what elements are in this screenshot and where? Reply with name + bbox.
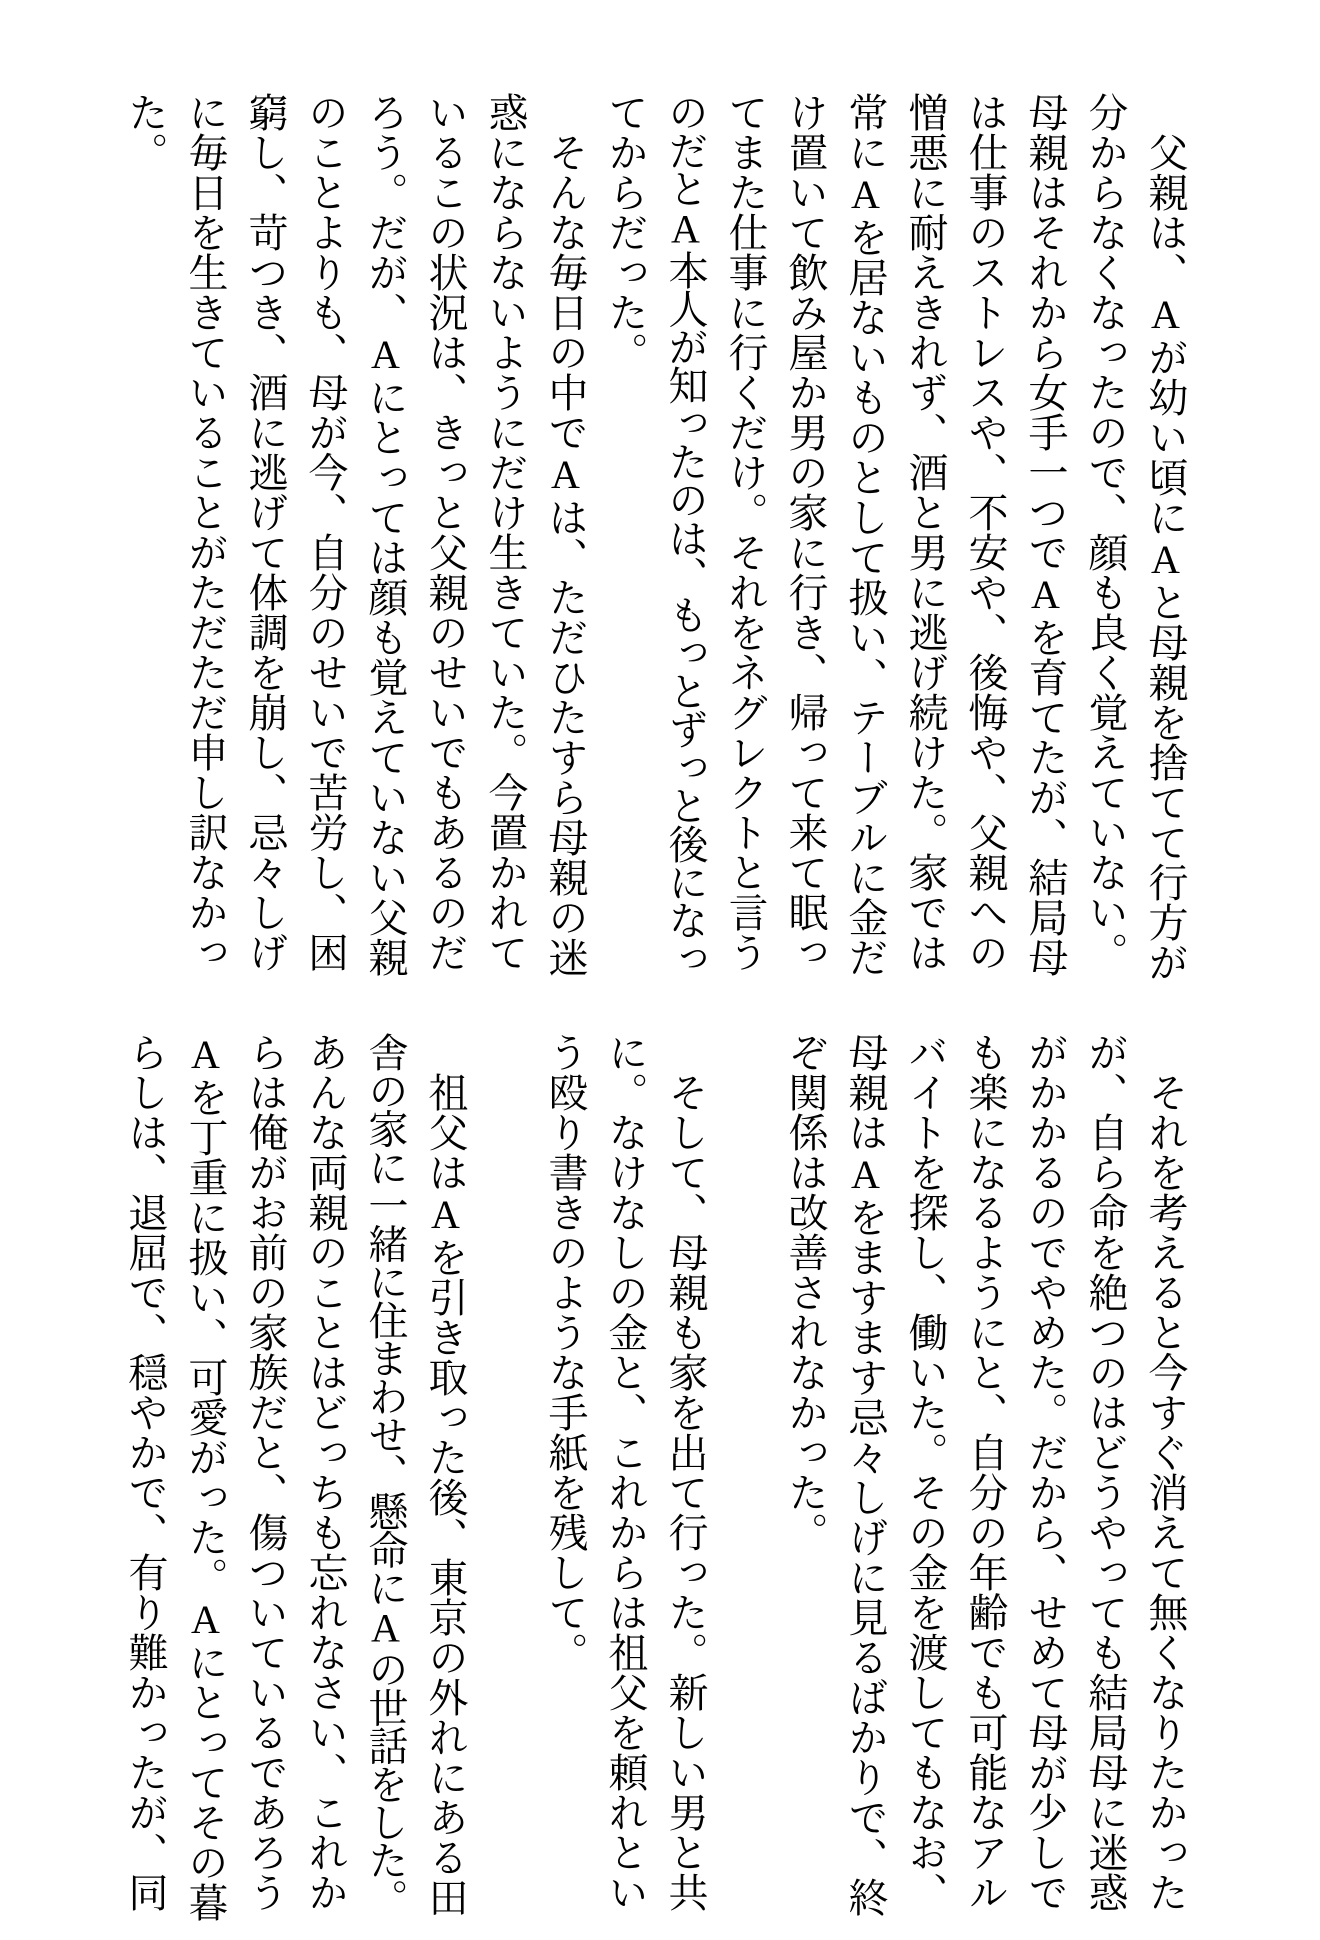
text-line: Aを丁重に扱い、可愛がった。Aにとってその暮 [183, 1032, 228, 1922]
text-line: う殴り書きのような手紙を残して。 [543, 1032, 588, 1672]
text-line: それを考えると今すぐ消えて無くなりたかった [1143, 1032, 1188, 1912]
text-line: 分からなくなったので、顔も良く覚えていない。 [1083, 92, 1128, 972]
text-line: は仕事のストレスや、不安や、後悔や、父親への [963, 92, 1008, 972]
text-line: も楽になるようにと、自分の年齢でも可能なアル [963, 1032, 1008, 1912]
text-block-upper [115, 92, 1195, 982]
text-line: あんな両親のことはどっちも忘れなさい、これか [303, 1032, 348, 1912]
text-line: そんな毎日の中でAは、ただひたすら母親の迷 [543, 92, 588, 977]
text-line: に毎日を生きていることがただただ申し訳なかっ [183, 92, 228, 972]
text-line: け置いて飲み屋か男の家に行き、帰って来て眠っ [783, 92, 828, 972]
text-line: 常にAを居ないものとして扱い、テーブルに金だ [843, 92, 888, 977]
text-line: バイトを探し、働いた。その金を渡してもなお、 [903, 1032, 948, 1912]
text-line: 舎の家に一緒に住まわせ、懸命にAの世話をした。 [363, 1032, 408, 1917]
text-line: 父親は、Aが幼い頃にAと母親を捨てて行方が [1143, 92, 1188, 982]
text-line: そして、母親も家を出て行った。新しい男と共 [663, 1032, 708, 1912]
text-line: ぞ関係は改善されなかった。 [783, 1032, 828, 1552]
text-line: いるこの状況は、きっと父親のせいでもあるのだ [423, 92, 468, 972]
text-line: らしは、退屈で、穏やかで、有り難かったが、同 [123, 1032, 168, 1912]
text-line: が、自ら命を絶つのはどうやっても結局母に迷惑 [1083, 1032, 1128, 1912]
text-line: 母親はAをますます忌々しげに見るばかりで、終 [843, 1032, 888, 1917]
text-line: に。なけなしの金と、これからは祖父を頼れとい [603, 1032, 648, 1912]
text-line: のことよりも、母が今、自分のせいで苦労し、困 [303, 92, 348, 972]
text-line: 憎悪に耐えきれず、酒と男に逃げ続けた。家では [903, 92, 948, 972]
text-line: がかかるのでやめた。だから、せめて母が少しで [1023, 1032, 1068, 1912]
text-line: てまた仕事に行くだけ。それをネグレクトと言う [723, 92, 768, 972]
paragraph-gap [715, 1032, 775, 1912]
text-line: 祖父はAを引き取った後、東京の外れにある田 [423, 1032, 468, 1917]
text-line: 母親はそれから女手一つでAを育てたが、結局母 [1023, 92, 1068, 977]
paragraph-gap [475, 1032, 535, 1912]
text-line: 窮し、苛つき、酒に逃げて体調を崩し、忌々しげ [243, 92, 288, 972]
text-line: た。 [123, 92, 168, 172]
text-line: らは俺がお前の家族だと、傷ついているであろう [243, 1032, 288, 1912]
text-line: 惑にならないようにだけ生きていた。今置かれて [483, 92, 528, 972]
text-line: のだとA本人が知ったのは、もっとずっと後になっ [663, 92, 708, 977]
text-line: てからだった。 [603, 92, 648, 372]
text-line: ろう。だが、Aにとっては顔も覚えていない父親 [363, 92, 408, 977]
text-block-lower [115, 1032, 1195, 1922]
